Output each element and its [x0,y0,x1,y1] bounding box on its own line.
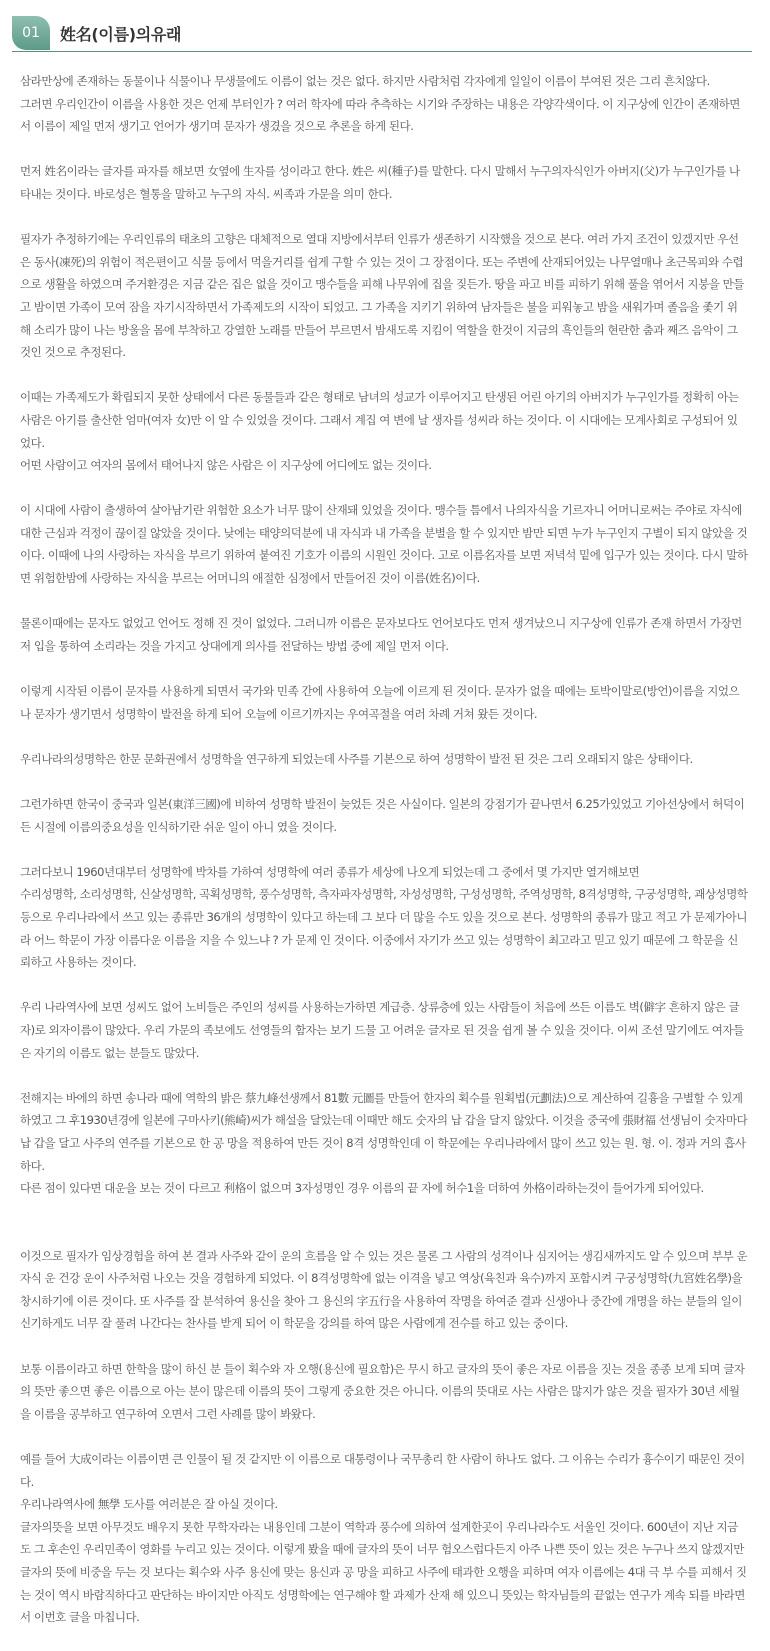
paragraph-6: 물론이때에는 문자도 없었고 언어도 정해 진 것이 없었다. 그러니까 이름은 문자보다도 언어보다도 먼저 생겨났으니 지구상에 인류가 존재 하면서 가장먼저 입을 통하여 소리라는 것을 가지고 상대에게 의사를 전달하는 방법 중에 제일 먼저 이다. [20,616,742,653]
paragraph-12: 전해지는 바에의 하면 송나라 때에 역학의 밝은 蔡九峰선생께서 81數 元圖를 만들어 한자의 획수를 원획법(元劃法)으로 계산하여 길흉을 구별할 수 있게 하였고 그 후1930년경에 일본에 구마사키(熊崎)씨가 해설을 달았는데 이때만 해도 숫자의 납 갑을 달지 않았다. 이것을 중국에 張財福 선생님이 숫자마다 납 갑을 달고 사주의 연주를 기본으로 한 공 망을 적용하여 만든 것이 8격 성명학인데 이 학문에는 우리나라에서 많이 쓰고 있는 원. 형. 이. 정과 거의 흡사하다. 다른 점이 있다면 대운을 보는 것이 다르고 利格이 없으며 3자성명인 경우 이름의 끝 자에 허수1을 더하여 外格이라하는것이 들어가게 되어있다. [20,1090,748,1196]
paragraph-13: 이것으로 필자가 임상경험을 하여 본 결과 사주와 같이 운의 흐름을 알 수 있는 것은 물론 그 사람의 성격이나 심지어는 생김새까지도 알 수 있으며 부부 운 자식 운 건강 운이 사주처럼 나오는 것을 경험하게 되었다. 이 8격성명학에 없는 이격을 넣고 역상(육친과 육수)까지 포함시켜 구궁성명학(九宮姓名學)을 창시하기에 이른 것이다. 또 사주를 잘 분석하여 용신을 찾아 그 용신의 字五行을 사용하여 작명을 하여준 결과 신생아나 중간에 개명을 하는 분들의 일이 신기하게도 너무 잘 풀려 나간다는 찬사를 받게 되어 이 학문을 강의를 하여 많은 사람에게 전수를 하고 있는 중이다. [20,1248,748,1331]
paragraph-7: 이렇게 시작된 이름이 문자를 사용하게 되면서 국가와 민족 간에 사용하여 오늘에 이르게 된 것이다. 문자가 없을 때에는 토박이말로(방언)이름을 지었으나 문자가 생기면서 성명학이 발전을 하게 되어 오늘에 이르기까지는 우여곡절을 여러 차례 거쳐 왔든 것이다. [20,684,740,721]
paragraph-10: 그러다보니 1960년대부터 성명학에 박차를 가하여 성명학에 여러 종류가 세상에 나오게 되었는데 그 중에서 몇 가지만 열거해보면 수리성명학, 소리성명학, 신살성명학, 곡획성명학, 풍수성명학, 측자파자성명학, 자성성명학, 구성성명학, 주역성명학, 8격성명학, 구궁성명학, 괘상성명학 등으로 우리나라에서 쓰고 있는 종류만 36개의 성명학이 있다고 하는데 그 보다 더 많을 수도 있을 것으로 본다. 성명학의 종류가 많고 적고 가 문제가아니라 어느 학문이 가장 이름다운 이름을 지을 수 있느냐 ? 가 문제 인 것이다. 이중에서 자기가 쓰고 있는 성명학이 최고라고 믿고 있기 때문에 그 학문을 신뢰하고 사용하는 것이다. [20,864,748,970]
paragraph-14: 보통 이름이라고 하면 한학을 많이 하신 분 들이 획수와 자 오행(용신에 필요함)은 무시 하고 글자의 뜻이 좋은 자로 이름을 짓는 것을 종종 보게 되며 글자의 뜻만 좋으면 좋은 이름으로 아는 분이 많은데 이름의 뜻이 그렇게 중요한 것은 아니다. 이름의 뜻대로 사는 사람은 많지가 않은 것을 필자가 30년 세월을 이름을 공부하고 연구하여 오면서 그런 사례를 많이 봐왔다. [20,1361,745,1421]
paragraph-15: 예를 들어 大成이라는 이름이면 큰 인물이 될 것 같지만 이 이름으로 대통령이나 국무총리 한 사람이 하나도 없다. 그 이유는 수리가 흉수이기 때문인 것이다. 우리나라역사에 無學 도사를 여러분은 잘 아실 것이다. 글자의뜻을 보면 아무것도 배우지 못한 무학자라는 내용인데 그분이 역학과 풍수에 의하여 설계한곳이 우리나라수도 서울인 것이다. 600년이 지난 지금도 그 후손인 우리민족이 영화를 누리고 있는 것이다. 이렇게 봤을 때에 글자의 뜻이 너무 험오스럽다든지 아주 나쁜 뜻이 있는 것은 누구나 쓰지 않겠지만 글자의 뜻에 비중을 두는 것 보다는 획수와 사주 용신에 맞는 용신과 공 망을 피하고 사주에 태과한 오행을 피하며 여자 이름에는 4대 극 부 수를 피해서 짓는 것이 역시 바람직하다고 판단하는 바이지만 아직도 성명학에는 연구해야 할 과제가 산재 해 있으니 뜻있는 학자님들의 끝없는 연구가 계속 되를 바라면서 이번호 글을 마칩니다. [20,1452,747,1625]
header-divider [12,51,752,52]
paragraph-2: 먼저 姓名이라는 글자를 파자를 해보면 女옆에 生자를 성이라고 한다. 姓은 씨(種子)를 말한다. 다시 말해서 누구의자식인가 아버지(父)가 누구인가를 나타내는 것이다. 바로성은 혈통을 말하고 누구의 자식. 씨족과 가문을 의미 한다. [20,164,740,201]
section-header [12,16,752,52]
paragraph-1: 삼라만상에 존재하는 동물이나 식물이나 무생물에도 이름이 없는 것은 없다. 하지만 사람처럼 각자에게 일일이 이름이 부여된 것은 그리 흔치않다. 그러면 우리인간이 이름을 사용한 것은 언제 부터인가 ? 여러 학자에 따라 추측하는 시기와 주장하는 내용은 각양각색이다. 이 지구상에 인간이 존재하면서 이름이 제일 먼저 생기고 언어가 생기며 문자가 생겼을 것으로 추론을 하게 된다. [20,74,740,134]
paragraph-3: 필자가 추정하기에는 우리인류의 태초의 고향은 대체적으로 열대 지방에서부터 인류가 생존하기 시작했을 것으로 본다. 여러 가지 조건이 있겠지만 우선은 동사(凍死)의 위험이 적은편이고 식물 등에서 먹을거리를 쉽게 구할 수 있는 것이 그 장점이다. 또는 주변에 산재되어있는 나무열매나 초근목피와 수렵으로 생활을 하였으며 주거환경은 지금 같은 집은 없을 것이고 맹수들을 피해 나무위에 집을 짖든가. 땅을 파고 비를 피하기 위해 풀을 엮어서 지붕을 만들고 밤이면 가족이 모여 잠을 자기시작하면서 가족제도의 시작이 되었고. 그 가족을 지키기 위하여 남자들은 불을 피워놓고 밤을 새워가며 졸음을 좇기 위해 소리가 많이 나는 방울을 몸에 부착하고 강열한 노래를 만들어 부르면서 밤새도록 지킴이 역할을 한것이 지금의 흑인들의 현란한 춤과 째즈 음악이 그것인 것으로 추정된다. [20,232,744,360]
article-body [20,70,748,1651]
section-number-badge: 01 [12,16,50,50]
paragraph-4: 이때는 가족제도가 확립되지 못한 상태에서 다른 동물들과 같은 형태로 남녀의 성교가 이루어지고 탄생된 어린 아기의 아버지가 누구인가를 정확히 아는 사람은 아기를 출산한 엄마(여자 女)만 이 알 수 있었을 것이다. 그래서 계집 여 변에 날 생자를 성씨라 하는 것이다. 이 시대에는 모계사회로 구성되어 있었다. 어떤 사람이고 여자의 몸에서 태어나지 않은 사람은 이 지구상에 어디에도 없는 것이다. [20,390,739,473]
paragraph-5: 이 시대에 사람이 출생하여 살아남기란 위험한 요소가 너무 많이 산재돼 있었을 것이다. 맹수들 틈에서 나의자식을 기르자니 어머니로써는 주야로 자식에 대한 근심과 걱정이 끊이질 않았을 것이다. 낮에는 태양의덕분에 내 자식과 내 가족을 분별을 할 수 있지만 밤만 되면 누가 누구인지 구별이 되지 않았을 것이다. 이때에 나의 사랑하는 자식을 부르기 위하여 붙여진 기호가 이름의 시원인 것이다. 고로 이름名자를 보면 저녁석 밑에 입구가 있는 것이다. 다시 말하면 위험한밤에 사랑하는 자식을 부르는 어머니의 애절한 심정에서 만들어진 것이 이름(姓名)이다. [20,503,748,586]
paragraph-11: 우리 나라역사에 보면 성씨도 없어 노비들은 주인의 성씨를 사용하는가하면 계급층. 상류층에 있는 사람들이 처음에 쓰든 이름도 벽(僻字 흔하지 않은 글자)로 외자이름이 많았다. 우리 가문의 족보에도 선영들의 함자는 보기 드물 고 어려운 글자로 된 것을 쉽게 볼 수 있을 것이다. 이씨 조선 말기에도 여자들은 자기의 이름도 없는 분들도 많았다. [20,1000,744,1060]
paragraph-8: 우리나라의성명학은 한문 문화권에서 성명학을 연구하게 되었는데 사주를 기본으로 하여 성명학이 발전 된 것은 그리 오래되지 않은 상태이다. [20,751,693,766]
paragraph-9: 그런가하면 한국이 중국과 일본(東洋三國)에 비하여 성명학 발전이 늦었든 것은 사실이다. 일본의 강점기가 끝나면서 6.25가있었고 기아선상에서 허덕이든 시절에 이름의중요성을 인식하기란 쉬운 일이 아니 였을 것이다. [20,797,745,834]
section-title: 姓名(이름)의유래 [60,25,182,44]
